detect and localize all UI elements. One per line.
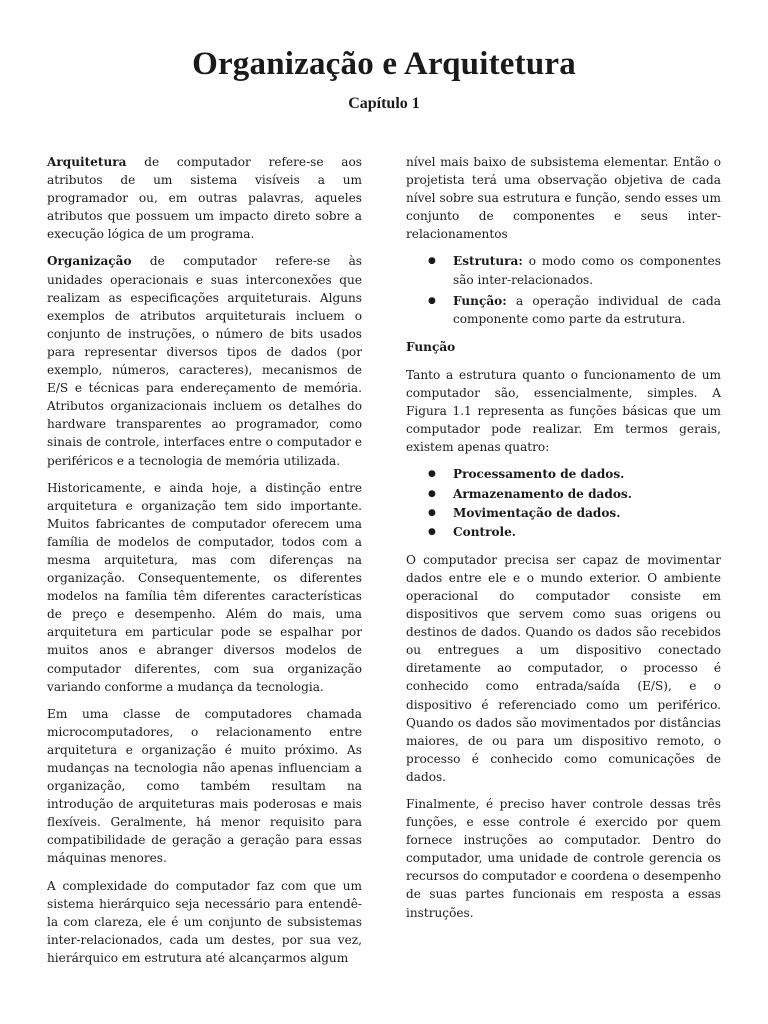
term-organizacao: Organização — [47, 254, 132, 269]
list-item: ● Armazenamento de dados. — [406, 485, 721, 503]
chapter-subtitle: Capítulo 1 — [348, 95, 420, 112]
paragraph-controle: Finalmente, é preciso haver controle dessas três funções, e esse controle é exercido por quem fornece instruções ao computador. Dentro do computador, uma unidade de controle gerencia os recursos do computador e coordena o desempenho de suas partes funcionais em resposta a essas instruções. — [406, 797, 721, 920]
term-arquitetura: Arquitetura — [47, 155, 127, 169]
left-column — [47, 153, 362, 975]
paragraph-organizacao — [47, 252, 362, 469]
paragraph-movimentar-dados: O computador precisa ser capaz de movimentar dados entre ele e o mundo exterior. O ambiente operacional do computador consiste em dispositivos que servem como suas origens ou destinos de dados. Quando os dados são recebidos ou entregues a um dispositivo conectado diretamente ao computador, o processo é conhecido como entrada/saída (E/S), e o dispositivo é referenciado como um periférico. Quando os dados são movimentados por distâncias maiores, de ou para um dispositivo remoto, o processo é conhecido como comunicações de dados. — [406, 552, 721, 784]
right-column — [406, 153, 721, 931]
paragraph-arquitetura — [47, 153, 362, 243]
functions-list — [406, 465, 721, 540]
section-heading-funcao: Função — [406, 339, 456, 354]
paragraph-text: de computador refere-se aos atributos de um sistema visíveis a um programador ou, em outras palavras, aqueles atributos que possuem um impacto direto sobre a execução lógica de um programa. — [47, 155, 362, 242]
list-item-text: o modo como os componentes são inter-relacionados. — [453, 254, 721, 287]
list-item: ● Movimentação de dados. — [406, 504, 721, 522]
term-estrutura: Estrutura: — [453, 254, 523, 269]
list-item — [406, 292, 721, 328]
paragraph-microcomputadores: Em uma classe de computadores chamada microcomputadores, o relacionamento entre arquitetura e organização é muito próximo. As mudanças na tecnologia não apenas influenciam a organização, como também resultam na introdução de arquiteturas mais poderosas e mais flexíveis. Geralmente, há menor requisito para compatibilidade de geração a geração para essas máquinas menores. — [47, 706, 362, 866]
list-item: ● Processamento de dados. — [406, 465, 721, 483]
list-item: ● Controle. — [406, 523, 721, 541]
paragraph-continuation: nível mais baixo de subsistema elementar. Então o projetista terá uma observação objetiva de cada nível sobre sua estrutura e função, sendo esses um conjunto de componentes e seus inter-relacionamentos — [406, 155, 721, 242]
list-item — [406, 252, 721, 288]
term-funcao: Função: — [453, 293, 507, 308]
list-item-text: a operação individual de cada componente como parte da estrutura. — [453, 293, 721, 326]
page-title: Organização e Arquitetura — [192, 46, 576, 82]
paragraph-estrutura-funcionamento: Tanto a estrutura quanto o funcionamento de um computador são, essencialmente, simples. A Figura 1.1 representa as funções básicas que um computador pode realizar. Em termos gerais, existem apenas quatro: — [406, 367, 721, 455]
paragraph-complexidade: A complexidade do computador faz com que um sistema hierárquico seja necessário para entendê-la com clareza, ele é um conjunto de subsistemas inter-relacionados, cada um destes, por sua vez, hierárquico em estrutura até alcançarmos algum — [47, 878, 362, 965]
paragraph-text: de computador refere-se às unidades operacionais e suas interconexões que realizam as especificações arquiteturais. Alguns exemplos de atributos arquiteturais incluem o conjunto de instruções, o número de bits usados para representar diversos tipos de dados (por exemplo, números, caracteres), mecanismos de E/S e técnicas para endereçamento de memória. Atributos organizacionais incluem os detalhes do hardware transparentes ao programador, como sinais de controle, interfaces entre o computador e periféricos e a tecnologia de memória utilizada. — [47, 254, 362, 468]
paragraph-historicamente: Historicamente, e ainda hoje, a distinção entre arquitetura e organização tem sido importante. Muitos fabricantes de computador oferecem uma família de modelos de computador, todos com a mesma arquitetura, mas com diferenças na organização. Consequentemente, os diferentes modelos na família têm diferentes características de preço e desempenho. Além do mais, uma arquitetura em particular pode se espalhar por muitos anos e abranger diversos modelos de computador diferentes, com sua organização variando conforme a mudança da tecnologia. — [47, 480, 362, 694]
structure-function-list — [406, 252, 721, 327]
